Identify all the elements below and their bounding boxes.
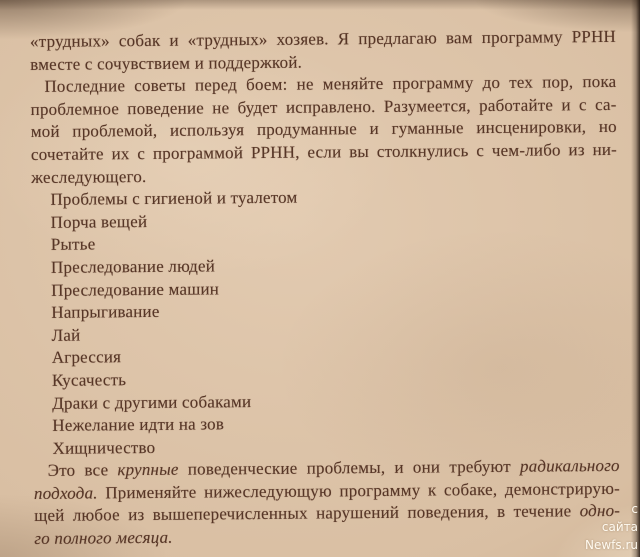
text-run: сочетайте их с программой РРНН, если вы столкнулись с чем-либо из ни- <box>30 139 618 164</box>
text-run: Рытье <box>50 234 96 255</box>
text-run: Напрыгивание <box>51 302 160 322</box>
text-run: поведенческие проблемы, и они требуют <box>178 457 521 480</box>
text-run: Преследование людей <box>50 256 216 277</box>
text-run: щей любое из вышеперечисленных нарушений поведения, в течение <box>34 501 580 526</box>
italic-text-run: го полного месяца. <box>34 527 173 549</box>
watermark-line: с <box>631 502 638 516</box>
italic-text-run: одно- <box>579 501 621 521</box>
watermark-line: сайта <box>601 520 638 534</box>
text-run: вместе с сочувствием и поддержкой. <box>30 52 303 74</box>
text-run: Последние советы перед боем: не меняйте программу до тех пор, пока <box>44 72 617 97</box>
text-run: Преследование машин <box>51 278 220 300</box>
italic-text-run: крупные <box>117 460 179 480</box>
italic-text-run: подхода. <box>33 483 98 503</box>
watermark-line: Newfs.ru <box>584 538 638 552</box>
text-run: Это все <box>47 460 118 481</box>
site-watermark <box>585 500 638 554</box>
text-run: проблемное поведение не будет исправлено. Разумеется, работайте и с са- <box>30 94 617 119</box>
text-run: Нежелание идти на зов <box>52 414 225 435</box>
text-line <box>34 523 620 551</box>
text-run: Кусачесть <box>51 370 127 390</box>
text-run: Лай <box>51 325 81 345</box>
text-run: жеследующего. <box>31 166 147 187</box>
italic-text-run: радикального <box>519 456 620 477</box>
text-run: Применяйте нижеследующую программу к собаке, демонстрирую- <box>97 478 621 503</box>
text-run: мой проблемой, используя продуманные и гуманные инсценировки, но <box>30 117 617 142</box>
text-run: «трудных» собак и «трудных» хозяев. Я предлагаю вам программу РРНН <box>29 26 617 51</box>
text-run: Агрессия <box>51 347 122 368</box>
text-run: Драки с другими собаками <box>52 391 252 413</box>
text-run: Проблемы с гигиеной и туалетом <box>50 187 298 209</box>
text-run: Порча вещей <box>50 211 148 232</box>
text-run: Хищничество <box>52 437 156 458</box>
